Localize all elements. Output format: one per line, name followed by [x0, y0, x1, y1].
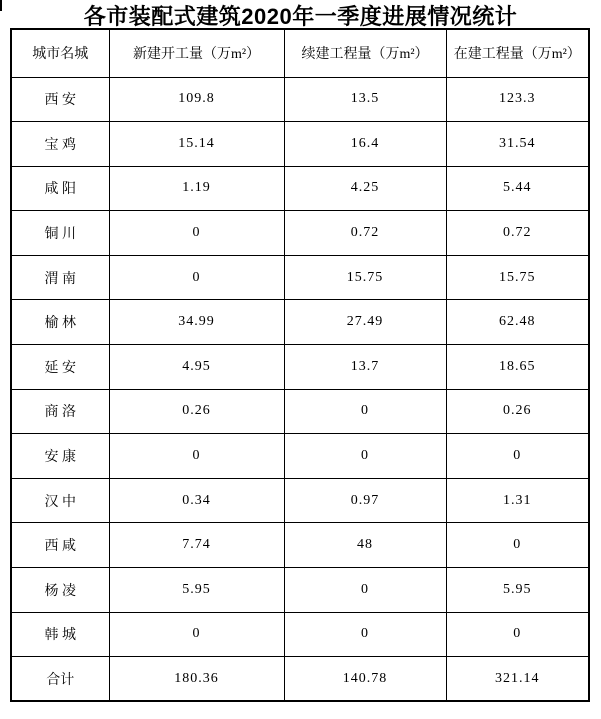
value-cell: 0	[109, 211, 284, 256]
header-city: 城市名城	[11, 29, 109, 77]
city-cell: 杨 凌	[11, 568, 109, 613]
value-cell: 0	[446, 523, 589, 568]
city-cell: 西 咸	[11, 523, 109, 568]
table-row	[11, 77, 589, 122]
value-cell: 0	[446, 434, 589, 479]
value-cell: 0	[284, 612, 446, 657]
value-cell: 5.44	[446, 166, 589, 211]
city-cell: 汉 中	[11, 478, 109, 523]
total-value-cell: 180.36	[109, 657, 284, 702]
table-row	[11, 612, 589, 657]
value-cell: 31.54	[446, 122, 589, 167]
value-cell: 62.48	[446, 300, 589, 345]
value-cell: 13.5	[284, 77, 446, 122]
value-cell: 0.72	[446, 211, 589, 256]
page-title: 各市装配式建筑2020年一季度进展情况统计	[83, 4, 518, 29]
table-row	[11, 523, 589, 568]
value-cell: 48	[284, 523, 446, 568]
value-cell: 0	[109, 612, 284, 657]
value-cell: 0	[446, 612, 589, 657]
table-row	[11, 389, 589, 434]
value-cell: 109.8	[109, 77, 284, 122]
table-row	[11, 300, 589, 345]
value-cell: 4.25	[284, 166, 446, 211]
value-cell: 0	[284, 434, 446, 479]
value-cell: 0.26	[109, 389, 284, 434]
table-row	[11, 211, 589, 256]
header-row	[11, 29, 589, 77]
value-cell: 0.97	[284, 478, 446, 523]
city-cell: 咸 阳	[11, 166, 109, 211]
value-cell: 27.49	[284, 300, 446, 345]
value-cell: 7.74	[109, 523, 284, 568]
city-cell: 铜 川	[11, 211, 109, 256]
city-cell: 西 安	[11, 77, 109, 122]
value-cell: 0.26	[446, 389, 589, 434]
value-cell: 0	[284, 568, 446, 613]
total-value-cell: 321.14	[446, 657, 589, 702]
page-edge-mark	[0, 0, 2, 11]
table-row	[11, 434, 589, 479]
value-cell: 123.3	[446, 77, 589, 122]
value-cell: 15.14	[109, 122, 284, 167]
value-cell: 18.65	[446, 345, 589, 390]
header-under-construction: 在建工程量（万m²）	[446, 29, 589, 77]
city-cell: 渭 南	[11, 255, 109, 300]
value-cell: 16.4	[284, 122, 446, 167]
table-row	[11, 166, 589, 211]
value-cell: 1.19	[109, 166, 284, 211]
value-cell: 5.95	[109, 568, 284, 613]
value-cell: 0	[284, 389, 446, 434]
city-cell: 商 洛	[11, 389, 109, 434]
city-cell: 榆 林	[11, 300, 109, 345]
value-cell: 34.99	[109, 300, 284, 345]
city-cell: 延 安	[11, 345, 109, 390]
value-cell: 0	[109, 434, 284, 479]
table-row	[11, 255, 589, 300]
city-cell: 宝 鸡	[11, 122, 109, 167]
header-continued: 续建工程量（万m²）	[284, 29, 446, 77]
statistics-table	[10, 28, 590, 702]
total-label-cell: 合计	[11, 657, 109, 702]
value-cell: 0	[109, 255, 284, 300]
city-cell: 韩 城	[11, 612, 109, 657]
table-row	[11, 122, 589, 167]
table-row	[11, 345, 589, 390]
value-cell: 5.95	[446, 568, 589, 613]
value-cell: 15.75	[446, 255, 589, 300]
header-new-start: 新建开工量（万m²）	[109, 29, 284, 77]
value-cell: 0.34	[109, 478, 284, 523]
value-cell: 4.95	[109, 345, 284, 390]
city-cell: 安 康	[11, 434, 109, 479]
value-cell: 1.31	[446, 478, 589, 523]
value-cell: 0.72	[284, 211, 446, 256]
value-cell: 15.75	[284, 255, 446, 300]
table-row	[11, 568, 589, 613]
total-row	[11, 657, 589, 702]
table-row	[11, 478, 589, 523]
value-cell: 13.7	[284, 345, 446, 390]
total-value-cell: 140.78	[284, 657, 446, 702]
